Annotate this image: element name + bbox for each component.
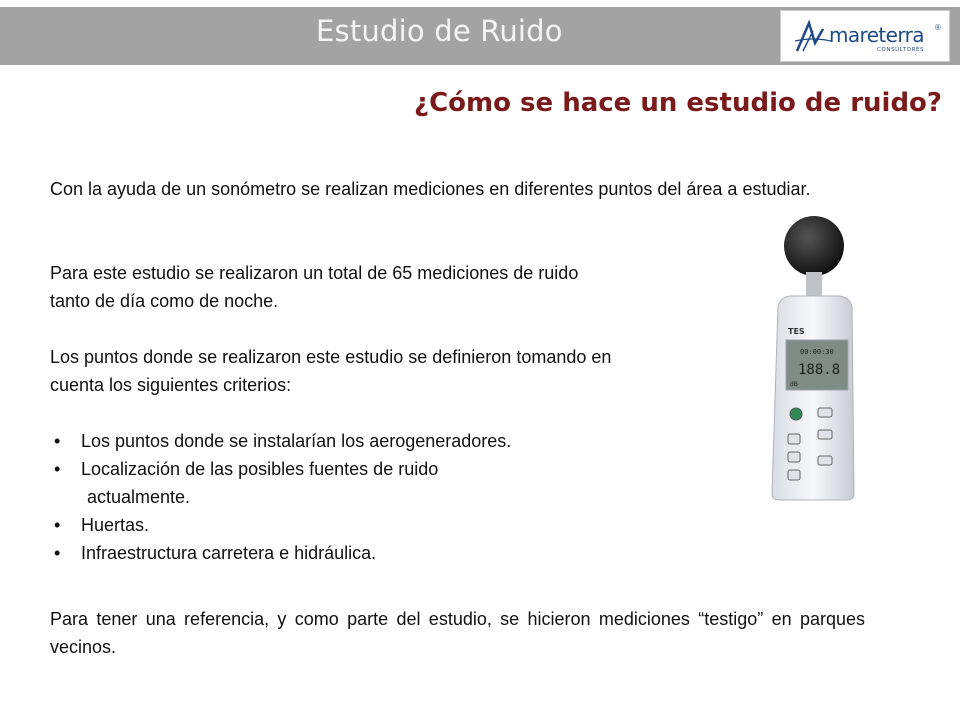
bullet-icon: • (54, 431, 61, 451)
bullet-icon: • (54, 515, 61, 535)
list-item-text: Localización de las posibles fuentes de ruido (81, 459, 439, 479)
list-item-text: Infraestructura carretera e hidráulica. (81, 543, 377, 563)
measurements-paragraph: Para este estudio se realizaron un total de 65 mediciones de ruido tanto de día como de noche. (50, 263, 579, 311)
intro-paragraph: Con la ayuda de un sonómetro se realizan mediciones en diferentes puntos del área a estudiar. (50, 179, 811, 199)
company-logo (780, 10, 950, 62)
list-item (50, 427, 701, 455)
section-heading: ¿Cómo se hace un estudio de ruido? (414, 88, 942, 118)
criteria-list (50, 427, 701, 567)
slide-title: Estudio de Ruido (316, 14, 563, 48)
sound-level-meter-image (760, 212, 870, 502)
logo-tagline: CONSULTORES (877, 47, 925, 53)
list-item-continuation: actualmente. (87, 487, 191, 507)
logo-mark-icon (793, 17, 833, 57)
bullet-icon: • (54, 543, 61, 563)
criteria-paragraph: Los puntos donde se realizaron este estudio se definieron tomando en cuenta los siguientes criterios: (50, 347, 612, 395)
list-item-text: Huertas. (81, 515, 150, 535)
power-button-icon (790, 408, 802, 420)
meter-display-value: 188.8 (798, 362, 841, 378)
meter-display-time: 00:00:30 (800, 348, 834, 356)
list-item (50, 455, 701, 511)
list-item (50, 539, 701, 567)
list-item (50, 511, 701, 539)
reference-paragraph: Para tener una referencia, y como parte del estudio, se hicieron mediciones “testigo” en parques vecinos. (50, 609, 865, 657)
logo-registered-mark: ® (935, 23, 941, 32)
list-item-text: Los puntos donde se instalarían los aerogeneradores. (81, 431, 512, 451)
meter-display-unit: dB (790, 381, 798, 388)
bullet-icon: • (54, 459, 61, 479)
meter-brand-label: TES (788, 327, 805, 336)
logo-brand-text: mareterra (829, 23, 924, 47)
